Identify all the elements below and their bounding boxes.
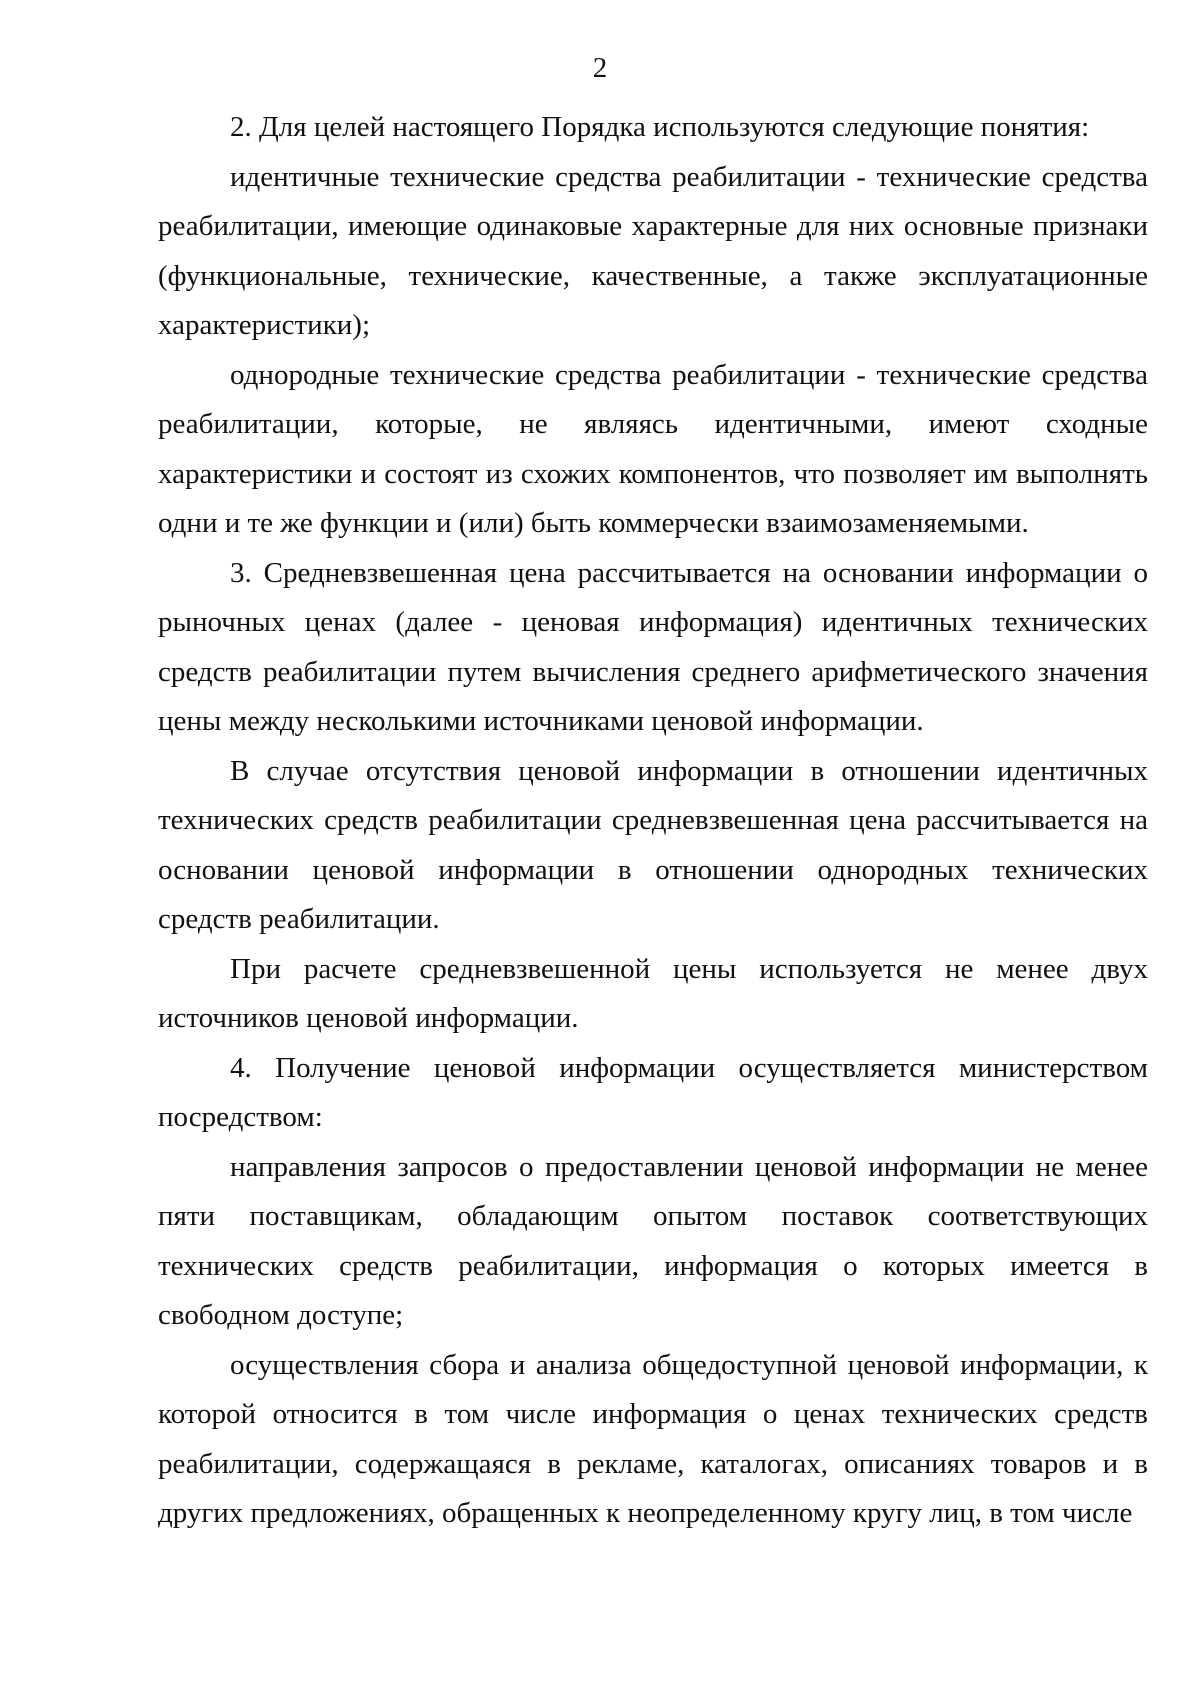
paragraph-public-info: осуществления сбора и анализа общедоступной ценовой информации, к которой относится в том числе информация о ценах технических средств реабилитации, содержащаяся в рекламе, каталогах, описаниях товаров и в других предложениях, обращенных к неопределенному кругу лиц, в том числе bbox=[158, 1348, 1148, 1529]
page-number: 2 bbox=[592, 52, 608, 84]
paragraph-min-sources: При расчете средневзвешенной цены используется не менее двух источников ценовой информации. bbox=[158, 952, 1148, 1034]
paragraph-absence-of-info: В случае отсутствия ценовой информации в отношении идентичных технических средств реабилитации средневзвешенная цена рассчитывается на основании ценовой информации в отношении однородных технических средств реабилитации. bbox=[158, 754, 1148, 935]
paragraph-item-2: 2. Для целей настоящего Порядка используются следующие понятия: bbox=[230, 111, 1090, 143]
document-body bbox=[158, 103, 1148, 1539]
paragraph-identical-definition: идентичные технические средства реабилитации - технические средства реабилитации, имеющие одинаковые характерные для них основные признаки (функциональные, технические, качественные, а также эксплуатационные характеристики); bbox=[158, 160, 1148, 341]
paragraph-item-4: 4. Получение ценовой информации осуществляется министерством посредством: bbox=[158, 1051, 1148, 1133]
paragraph-item-3: 3. Средневзвешенная цена рассчитывается на основании информации о рыночных ценах (далее - ценовая информация) идентичных технических средств реабилитации путем вычисления среднего арифметического значения цены между несколькими источниками ценовой информации. bbox=[158, 556, 1148, 737]
paragraph-requests: направления запросов о предоставлении ценовой информации не менее пяти поставщикам, обладающим опытом поставок соответствующих технических средств реабилитации, информация о которых имеется в свободном доступе; bbox=[158, 1150, 1148, 1331]
paragraph-homogeneous-definition: однородные технические средства реабилитации - технические средства реабилитации, которые, не являясь идентичными, имеют сходные характеристики и состоят из схожих компонентов, что позволяет им выполнять одни и те же функции и (или) быть коммерчески взаимозаменяемыми. bbox=[158, 358, 1148, 539]
